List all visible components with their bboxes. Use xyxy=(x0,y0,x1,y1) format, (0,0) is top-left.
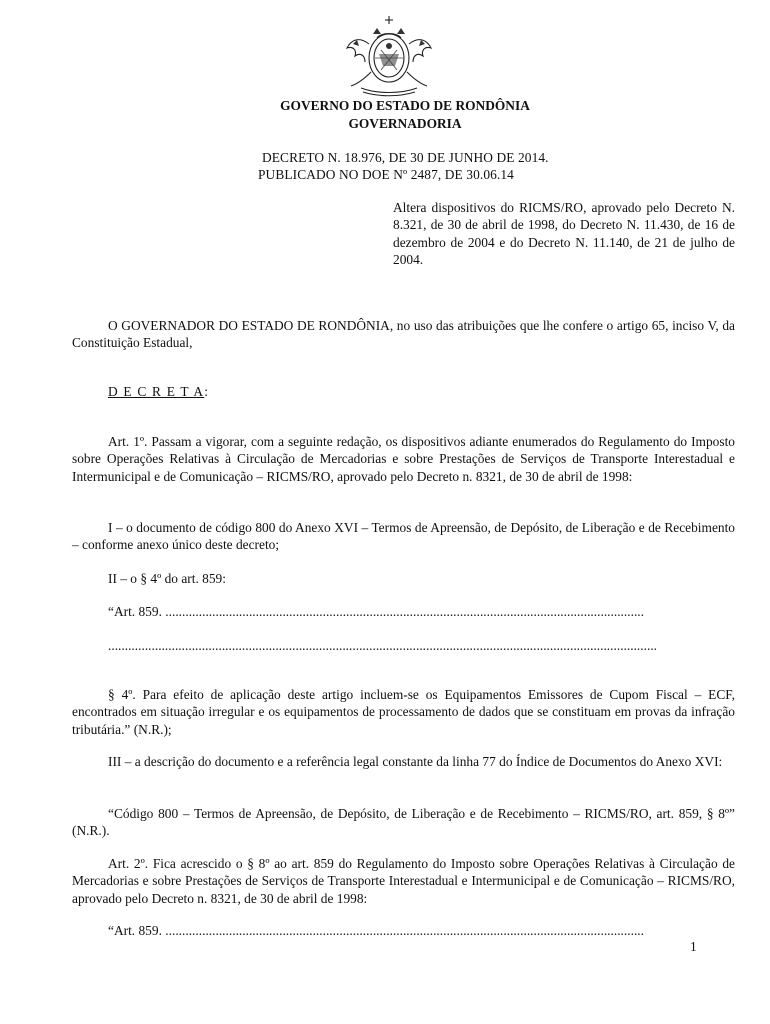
decree-number: DECRETO N. 18.976, DE 30 DE JUNHO DE 2014. xyxy=(262,150,549,165)
decree-summary: Altera dispositivos do RICMS/RO, aprovado pelo Decreto N. 8.321, de 30 de abril de 1998, do Decreto N. 11.430, de 16 de dezembro de 2004 e do Decreto N. 11.140, de 21 de julho de 2004. xyxy=(393,200,735,268)
government-heading: GOVERNO DO ESTADO DE RONDÔNIA xyxy=(280,98,530,113)
ellipsis-line: .................................................................................................................................................................... xyxy=(108,638,658,653)
page-number: 1 xyxy=(690,939,697,954)
preamble-paragraph: O GOVERNADOR DO ESTADO DE RONDÔNIA, no uso das atribuições que lhe confere o artigo 65, inciso V, da Constituição Estadual, xyxy=(72,318,735,351)
article-2-paragraph: Art. 2º. Fica acrescido o § 8º ao art. 859 do Regulamento do Imposto sobre Operações Relativas à Circulação de Mercadorias e sobre Prestações de Serviços de Transporte Interestadual e Intermunicipal e de Comunicação – RICMS/RO, aprovado pelo Decreto n. 8321, de 30 de abril de 1998: xyxy=(72,856,735,906)
item-2-paragraph: II – o § 4º do art. 859: xyxy=(108,571,226,586)
item-3-paragraph: III – a descrição do documento e a referência legal constante da linha 77 do Índice de Documentos do Anexo XVI: xyxy=(108,754,723,769)
quote-code-800: “Código 800 – Termos de Apreensão, de Depósito, de Liberação e de Recebimento – RICMS/RO, art. 859, § 8º” (N.R.). xyxy=(72,806,735,839)
decreta-word: D E C R E T A xyxy=(108,384,205,399)
office-heading: GOVERNADORIA xyxy=(348,116,462,131)
publication-info: PUBLICADO NO DOE Nº 2487, DE 30.06.14 xyxy=(258,167,514,182)
quote-art-859: “Art. 859. ............................................................................................................................................... xyxy=(108,604,644,619)
item-1-paragraph: I – o documento de código 800 do Anexo XVI – Termos de Apreensão, de Depósito, de Liberação e de Recebimento – conforme anexo único deste decreto; xyxy=(72,520,735,553)
decreta-heading xyxy=(108,384,209,400)
decreta-colon: : xyxy=(204,384,210,399)
article-1-paragraph: Art. 1º. Passam a vigorar, com a seguinte redação, os dispositivos adiante enumerados do Regulamento do Imposto sobre Operações Relativas à Circulação de Mercadorias e sobre Prestações de Serviços de Transporte Interestadual e Intermunicipal e de Comunicação – RICMS/RO, aprovado pelo Decreto n. 8321, de 30 de abril de 1998: xyxy=(72,434,735,484)
quote-art-859-second: “Art. 859. ............................................................................................................................................... xyxy=(108,923,644,938)
state-coat-of-arms-icon xyxy=(343,14,435,98)
paragraph-4: § 4º. Para efeito de aplicação deste artigo incluem-se os Equipamentos Emissores de Cupom Fiscal – ECF, encontrados em situação irregular e os equipamentos de processamento de dados que se constituam em provas da infração tributária.” (N.R.); xyxy=(72,687,735,737)
